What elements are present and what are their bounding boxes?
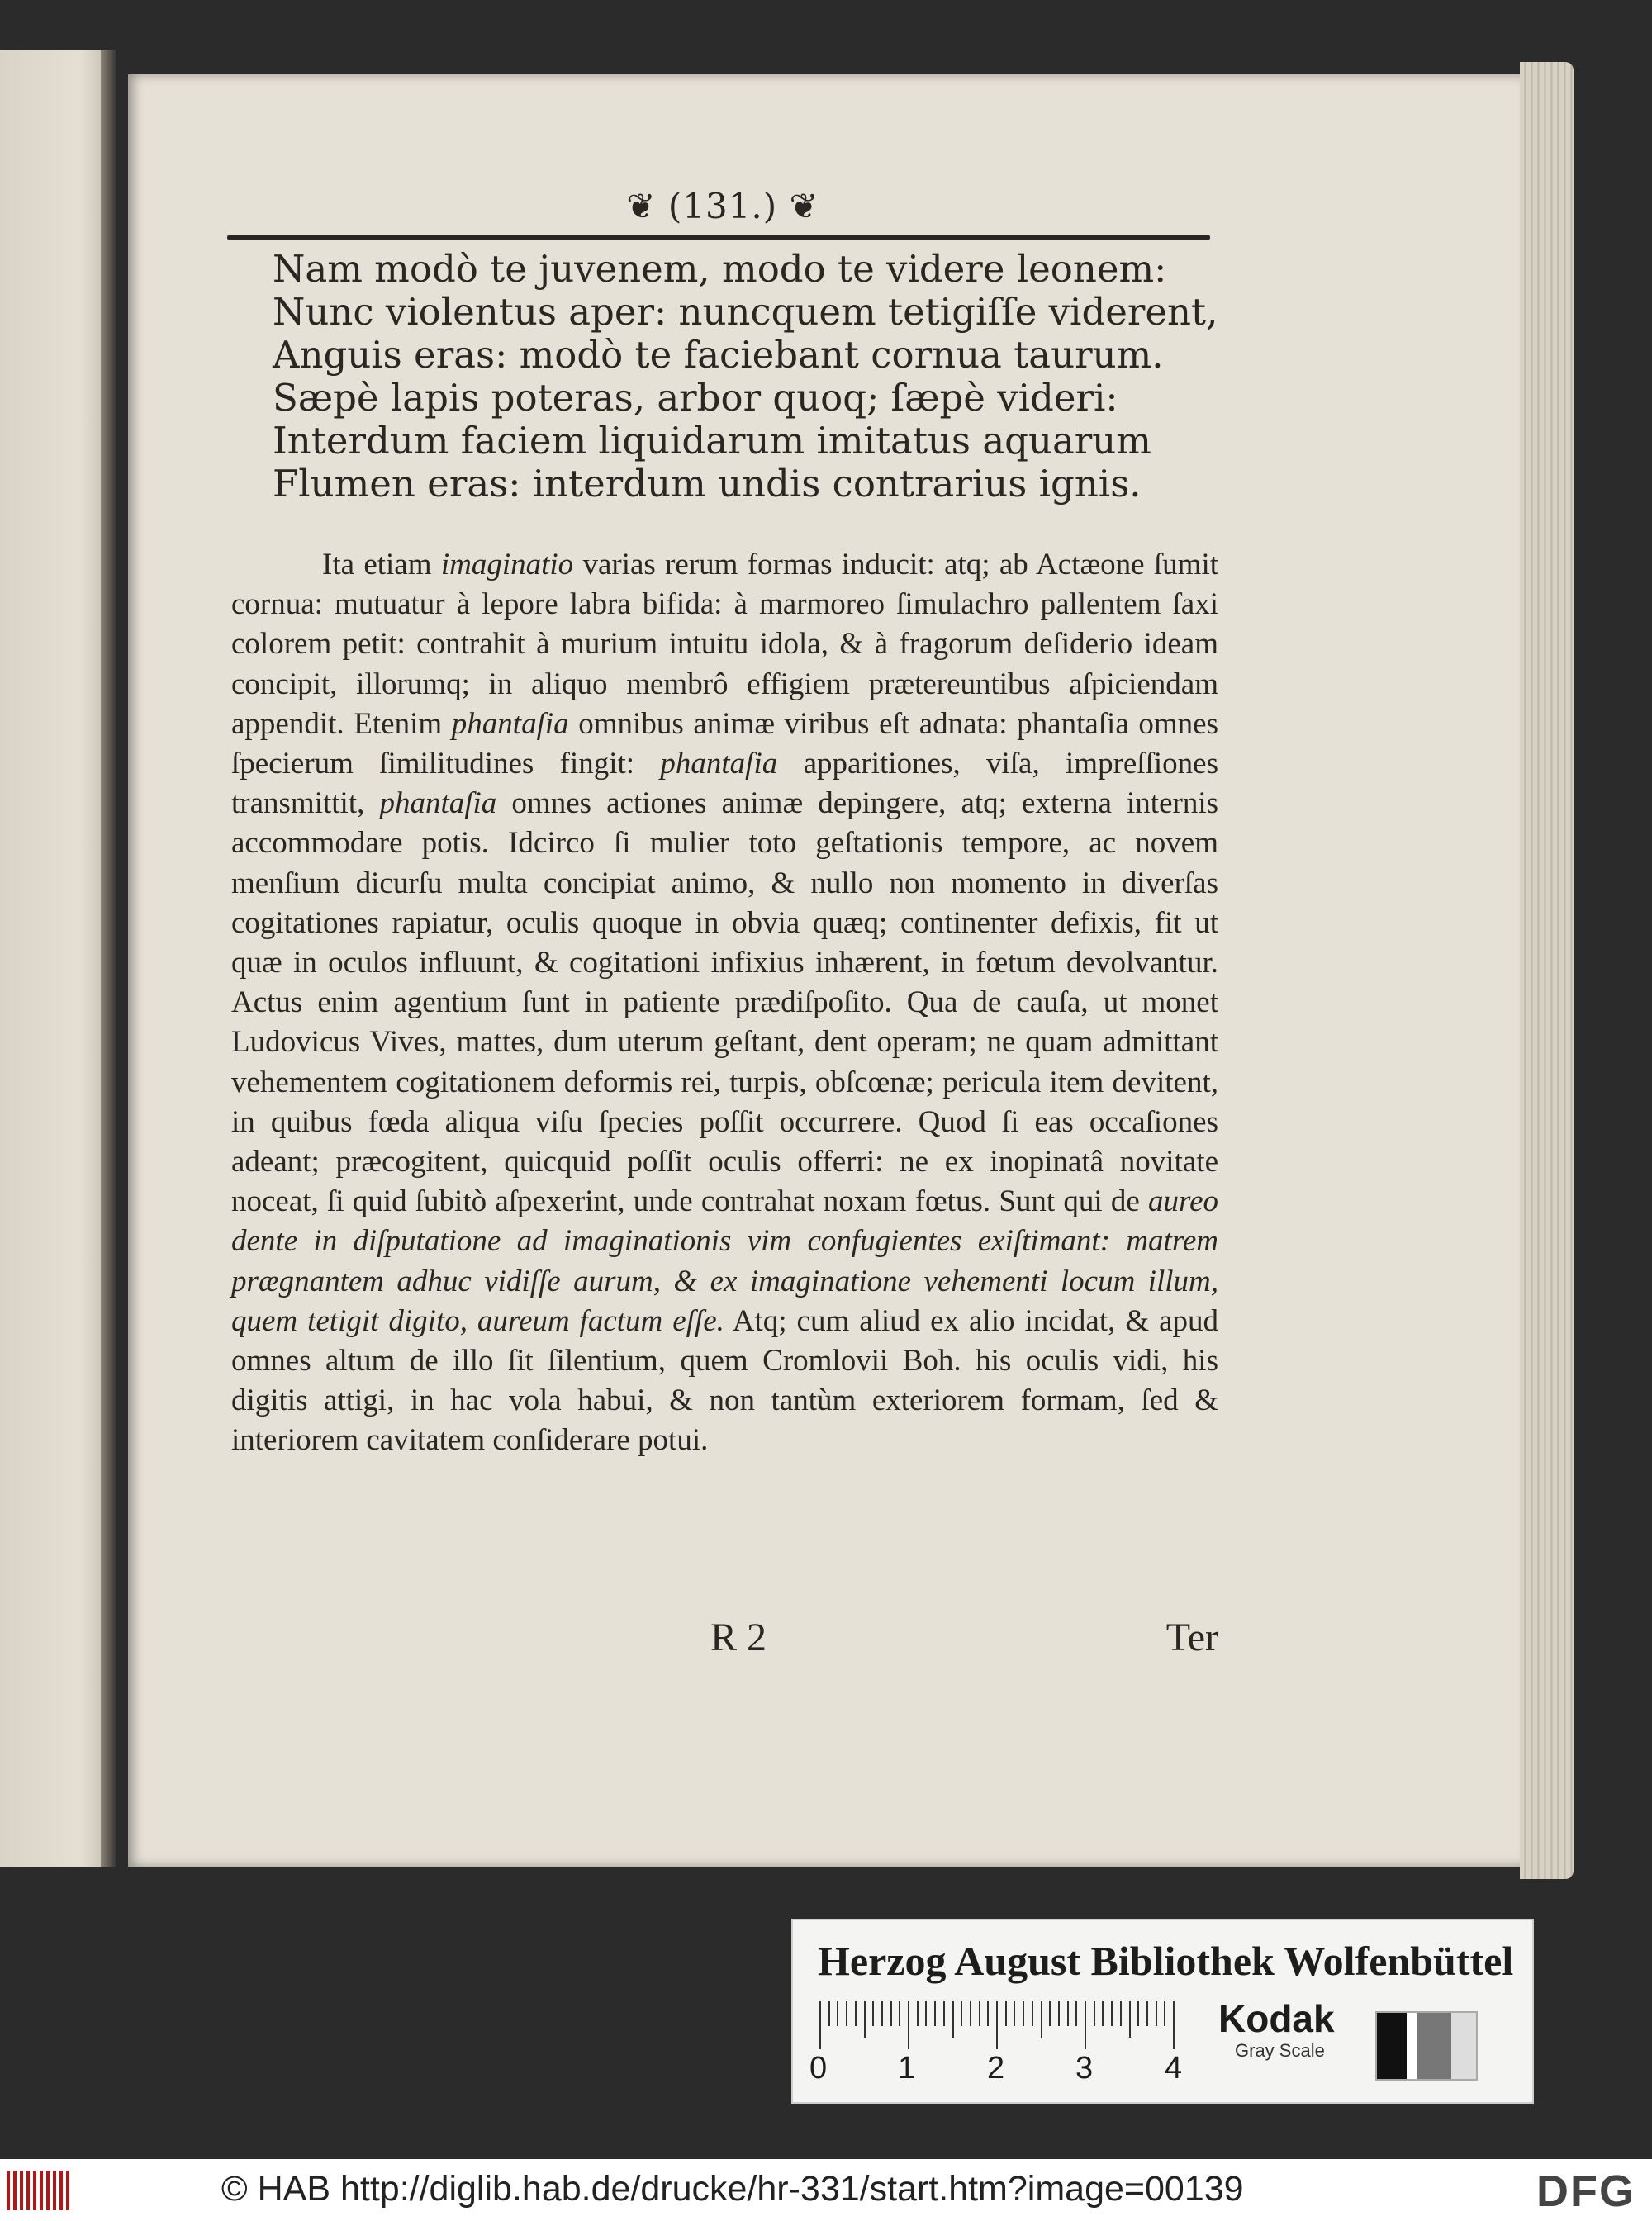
header-rule	[227, 235, 1210, 240]
verse-block	[273, 248, 1222, 505]
page-stack-edge	[1520, 62, 1574, 1879]
ruler-tick	[1102, 2001, 1104, 2026]
ruler-tick	[1049, 2001, 1051, 2026]
ruler-tick	[1111, 2001, 1113, 2026]
verse-line: Flumen eras: interdum undis contrarius ignis.	[273, 462, 1142, 505]
ruler-tick	[1005, 2001, 1007, 2026]
ruler-tick	[899, 2001, 900, 2026]
ruler-tick	[996, 2001, 998, 2049]
ruler-tick	[1041, 2001, 1042, 2038]
gray-swatch	[1375, 2011, 1478, 2081]
ruler-tick	[855, 2001, 857, 2026]
ruler-tick	[1156, 2001, 1157, 2026]
page-header	[227, 186, 1218, 235]
ruler-tick	[1023, 2001, 1024, 2026]
ruler-number: 2	[987, 2051, 1005, 2086]
ruler-tick	[1014, 2001, 1015, 2026]
page-number: (131.)	[667, 186, 778, 226]
copyright-bar	[0, 2159, 1652, 2221]
book-gutter	[101, 50, 116, 1867]
ornament-icon: ❦	[626, 186, 657, 226]
grayscale-label: Gray Scale	[1235, 2040, 1325, 2061]
ruler-tick	[881, 2001, 883, 2026]
ruler-tick	[1094, 2001, 1095, 2026]
library-title: Herzog August Bibliothek Wolfenbüttel	[818, 1938, 1514, 1984]
previous-page-edge	[0, 50, 116, 1867]
color-calibration-card	[791, 1919, 1534, 2104]
ruler-tick	[1085, 2001, 1086, 2049]
barcode-icon	[7, 2171, 69, 2210]
ruler-number: 3	[1075, 2051, 1094, 2086]
ruler-tick	[1173, 2001, 1175, 2049]
ruler-tick	[1137, 2001, 1139, 2026]
ruler-tick	[828, 2001, 830, 2026]
copyright-link[interactable]: © HAB http://diglib.hab.de/drucke/hr-331/start.htm?image=00139	[221, 2169, 1244, 2209]
ruler-tick	[864, 2001, 866, 2038]
ruler-tick	[1032, 2001, 1033, 2026]
ruler-number: 4	[1165, 2051, 1183, 2086]
ruler-number: 1	[898, 2051, 916, 2086]
ruler-tick	[925, 2001, 927, 2026]
ruler-tick	[1058, 2001, 1060, 2026]
catchword: Ter	[1165, 1616, 1218, 1659]
ruler-tick	[819, 2001, 821, 2049]
ruler-tick	[934, 2001, 936, 2026]
ruler-tick	[1129, 2001, 1131, 2038]
ruler-tick	[908, 2001, 909, 2049]
ruler-scale	[819, 2001, 1158, 2051]
verse-line: Sæpè lapis poteras, arbor quoq; ſæpè videri:	[273, 376, 1118, 420]
signature-mark: R 2	[710, 1616, 767, 1659]
ruler-tick	[970, 2001, 971, 2026]
ornament-icon: ❦	[789, 186, 819, 226]
ruler-tick	[890, 2001, 892, 2026]
kodak-logo: Kodak	[1218, 1997, 1335, 2040]
prose-paragraph: Ita etiam imaginatio varias rerum formas inducit: atq; ab Actæone ſumit cornua: mutuatur à lepore labra bifida: à marmoreo ſimulachro pallentem ſaxi colorem petit: contrahit à murium intuitu idola, & à fragorum deſiderio ideam concipit, illorumq; in aliquo membrô effigiem prætereuntibus aſpiciendam appendit. Etenim phantaſia omnibus animæ viribus eſt adnata: phantaſia omnes ſpecierum ſimilitudines fingit: phantaſia apparitiones, viſa, impreſſiones transmittit, phantaſia omnes actiones animæ depingere, atq; externa internis accommodare potis. Idcirco ſi mulier toto geſtationis tempore, ac novem menſium dicurſu multa concipiat animo, & nullo non momento in diverſas cogitationes rapiatur, oculis quoque in obvia quæq; continenter defixis, fit ut quæ in oculos influunt, & cogitationi infixius inhærent, in fœtum devolvantur. Actus enim agentium ſunt in patiente prædiſpoſito. Qua de cauſa, ut monet Ludovicus Vives, mattes, dum uterum geſtant, dent operam; ne quam admittant vehementem cogitationem deformis rei, turpis, obſcœnæ; pericula item devitent, in quibus fœda aliqua viſu ſpecies poſſit occurrere. Quod ſi eas occaſiones adeant; præcogitent, quicquid poſſit oculis offerri: ne ex inopinatâ novitate noceat, ſi quid ſubitò aſpexerint, unde contrahat noxam fœtus. Sunt qui de aureo dente in diſputatione ad imaginationis vim confugientes exiſtimant: matrem prægnantem adhuc vidiſſe aurum, & ex imaginatione vehementi locum illum, quem tetigit digito, aureum factum eſſe. Atq; cum aliud ex alio incidat, & apud omnes altum de illo ſit ſilentium, quem Cromlovii Boh. his oculis vidi, his digitis attigi, in hac vola habui, & non tantùm exteriorem formam, ſed & interiorem cavitatem conſiderare potui.	[231, 548, 1219, 1458]
verse-line: Nunc violentus aper: nuncquem tetigiſſe viderent,	[273, 290, 1218, 334]
ruler-tick	[837, 2001, 838, 2026]
page-footer	[231, 1615, 1218, 1664]
ruler-tick	[1075, 2001, 1077, 2026]
dfg-logo: DFG	[1536, 2166, 1635, 2216]
verse-line: Nam modò te juvenem, modo te videre leonem:	[273, 247, 1167, 291]
ruler-tick	[979, 2001, 980, 2026]
ruler-tick	[1164, 2001, 1165, 2026]
ruler-number: 0	[809, 2051, 828, 2086]
verse-line: Anguis eras: modò te faciebant cornua taurum.	[273, 333, 1164, 377]
ruler-tick	[943, 2001, 945, 2026]
ruler-tick	[987, 2001, 989, 2026]
ruler-tick	[846, 2001, 847, 2026]
ruler-tick	[961, 2001, 962, 2026]
ruler-tick	[952, 2001, 954, 2038]
verse-line: Interdum faciem liquidarum imitatus aquarum	[273, 419, 1151, 463]
ruler-tick	[1120, 2001, 1122, 2026]
ruler-numbers	[809, 2051, 1181, 2092]
ruler-tick	[1067, 2001, 1069, 2026]
ruler-tick	[917, 2001, 919, 2026]
ruler-tick	[872, 2001, 874, 2026]
ruler-tick	[1146, 2001, 1148, 2026]
